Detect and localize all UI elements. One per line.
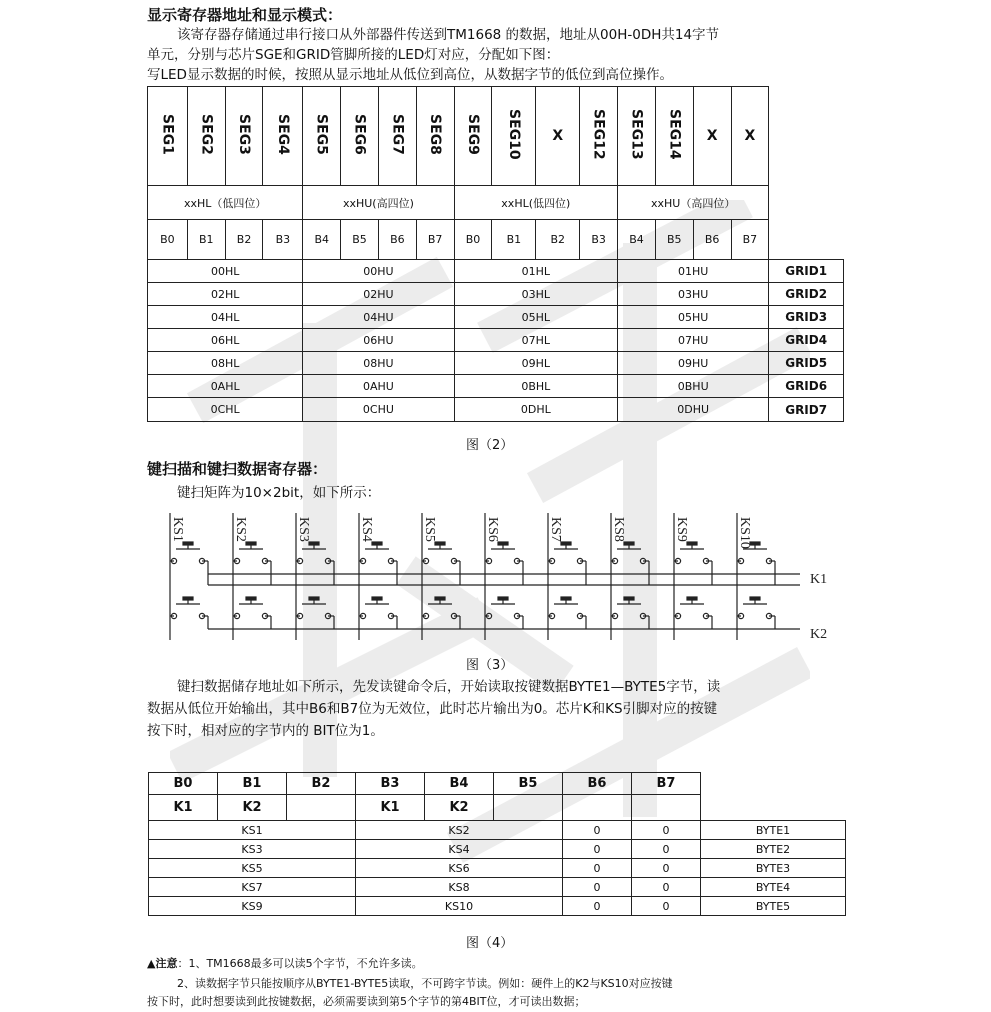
bit-label: B5 <box>655 220 693 260</box>
address-cell: 01HU <box>618 260 769 283</box>
b6-cell: 0 <box>563 897 632 916</box>
address-cell: 08HL <box>148 352 303 375</box>
bit-label: B6 <box>693 220 731 260</box>
address-cell: 09HU <box>618 352 769 375</box>
note-line-3: 按下时，此时想要读到此按键数据，必须需要读到第5个字节的第4BIT位，才可读出数据； <box>147 995 586 1008</box>
switch-button <box>624 542 634 545</box>
ks-cell: KS7 <box>149 878 356 897</box>
seg-label: SEG13 <box>628 109 645 160</box>
switch-button <box>687 542 697 545</box>
ks-label: KS7 <box>548 517 563 542</box>
bit-header: B5 <box>494 773 563 795</box>
ks-label: KS2 <box>233 517 248 542</box>
address-cell: 00HU <box>303 260 454 283</box>
address-cell: 07HU <box>618 329 769 352</box>
switch-button <box>183 597 193 600</box>
bit-label: B0 <box>454 220 492 260</box>
switch-button <box>498 542 508 545</box>
group-label: xxHL(低四位) <box>454 186 618 220</box>
b6-cell: 0 <box>563 859 632 878</box>
key-data-table <box>148 772 846 916</box>
grid-label: GRID2 <box>769 283 844 306</box>
address-cell: 0CHU <box>303 398 454 422</box>
seg-label: SEG14 <box>666 109 683 160</box>
ks-label: KS6 <box>485 517 500 542</box>
group-label: xxHU(高四位) <box>303 186 454 220</box>
address-cell: 08HU <box>303 352 454 375</box>
k-header: K2 <box>218 795 287 821</box>
grid-label: GRID5 <box>769 352 844 375</box>
seg-label: X <box>706 128 718 144</box>
grid-row <box>148 260 844 283</box>
ks-label: KS1 <box>170 517 185 542</box>
bit-label: B5 <box>341 220 379 260</box>
group-label: xxHU（高四位） <box>618 186 769 220</box>
ks-label: KS4 <box>359 517 374 542</box>
grid-row <box>148 398 844 422</box>
b6-cell: 0 <box>563 821 632 840</box>
switch-button <box>246 542 256 545</box>
address-cell: 0AHL <box>148 375 303 398</box>
row-label-k2: K2 <box>810 627 828 642</box>
group-label: xxHL（低四位） <box>148 186 303 220</box>
ks-cell: KS10 <box>356 897 563 916</box>
b6-cell: 0 <box>563 878 632 897</box>
byte-cell: BYTE4 <box>701 878 846 897</box>
seg-label-row <box>148 87 844 186</box>
bit-header: B2 <box>287 773 356 795</box>
k-header <box>632 795 701 821</box>
byte-cell: BYTE2 <box>701 840 846 859</box>
address-cell: 06HU <box>303 329 454 352</box>
seg-label: SEG10 <box>505 109 522 160</box>
grid-row <box>148 283 844 306</box>
switch-button <box>498 597 508 600</box>
grid-row <box>148 352 844 375</box>
paragraph-line: 按下时，相对应的字节内的 BIT位为1。 <box>147 723 384 739</box>
grid-label: GRID3 <box>769 306 844 329</box>
key-table-row <box>149 897 846 916</box>
address-cell: 05HU <box>618 306 769 329</box>
bit-label: B7 <box>731 220 769 260</box>
ks-cell: KS2 <box>356 821 563 840</box>
address-cell: 04HU <box>303 306 454 329</box>
seg-label: X <box>552 128 564 144</box>
k-header <box>563 795 632 821</box>
grid-row <box>148 329 844 352</box>
grid-row <box>148 375 844 398</box>
grid-label: GRID4 <box>769 329 844 352</box>
address-cell: 0AHU <box>303 375 454 398</box>
switch-button <box>624 597 634 600</box>
k-header <box>287 795 356 821</box>
paragraph-line: 键扫矩阵为10×2bit，如下所示： <box>177 485 381 501</box>
switch-button <box>687 597 697 600</box>
key-table-row <box>149 859 846 878</box>
ks-cell: KS5 <box>149 859 356 878</box>
switch-button <box>435 542 445 545</box>
address-cell: 02HU <box>303 283 454 306</box>
b7-cell: 0 <box>632 821 701 840</box>
k-header: K2 <box>425 795 494 821</box>
key-matrix-diagram <box>150 505 850 655</box>
bit-header: B6 <box>563 773 632 795</box>
section-title-keyscan: 键扫描和键扫数据寄存器： <box>147 460 328 478</box>
figure-caption: 图（4） <box>466 936 514 951</box>
address-cell: 0BHU <box>618 375 769 398</box>
paragraph-line: 该寄存器存储通过串行接口从外部器件传送到TM1668 的数据，地址从00H-0DH共14字节 <box>177 27 720 43</box>
switch-button <box>372 597 382 600</box>
byte-cell: BYTE5 <box>701 897 846 916</box>
address-cell: 0DHU <box>618 398 769 422</box>
segment-grid-table <box>147 86 844 422</box>
bit-header: B7 <box>632 773 701 795</box>
paragraph-line: 写LED显示数据的时候，按照从显示地址从低位到高位，从数据字节的低位到高位操作。 <box>147 67 673 83</box>
grid-row <box>148 306 844 329</box>
b7-cell: 0 <box>632 897 701 916</box>
ks-label: KS9 <box>674 517 689 542</box>
bit-label: B1 <box>187 220 225 260</box>
bit-header: B1 <box>218 773 287 795</box>
address-cell: 06HL <box>148 329 303 352</box>
note-line-1 <box>147 955 423 971</box>
byte-cell: BYTE3 <box>701 859 846 878</box>
ks-label: KS5 <box>422 517 437 542</box>
switch-button <box>561 597 571 600</box>
key-table-row <box>149 840 846 859</box>
seg-label: SEG8 <box>427 114 444 155</box>
paragraph-line: 数据从低位开始输出，其中B6和B7位为无效位，此时芯片输出为0。芯片K和KS引脚对应的按键 <box>147 701 718 717</box>
bit-label: B3 <box>580 220 618 260</box>
seg-label: SEG3 <box>236 114 253 155</box>
byte-cell: BYTE1 <box>701 821 846 840</box>
bit-header: B0 <box>149 773 218 795</box>
switch-button <box>309 542 319 545</box>
ks-cell: KS6 <box>356 859 563 878</box>
address-cell: 0BHL <box>454 375 618 398</box>
ks-cell: KS9 <box>149 897 356 916</box>
address-cell: 04HL <box>148 306 303 329</box>
bit-label: B3 <box>263 220 303 260</box>
b7-cell: 0 <box>632 878 701 897</box>
ks-cell: KS8 <box>356 878 563 897</box>
bit-label: B2 <box>536 220 580 260</box>
note-line-2: 2、读数据字节只能按顺序从BYTE1-BYTE5读取，不可跨字节读。例如：硬件上的K2与KS10对应按键 <box>177 977 673 990</box>
key-table-row <box>149 821 846 840</box>
address-cell: 00HL <box>148 260 303 283</box>
ks-label: KS8 <box>611 517 626 542</box>
seg-label: SEG6 <box>351 114 368 155</box>
bit-header: B3 <box>356 773 425 795</box>
address-cell: 09HL <box>454 352 618 375</box>
address-cell: 0DHL <box>454 398 618 422</box>
seg-label: SEG9 <box>464 114 481 155</box>
seg-label: X <box>744 128 756 144</box>
key-table-row <box>149 878 846 897</box>
switch-button <box>246 597 256 600</box>
b6-cell: 0 <box>563 840 632 859</box>
address-cell: 03HL <box>454 283 618 306</box>
seg-label: SEG1 <box>159 114 176 155</box>
address-cell: 05HL <box>454 306 618 329</box>
key-table-header-row <box>149 773 846 795</box>
address-cell: 0CHL <box>148 398 303 422</box>
seg-label: SEG4 <box>274 114 291 155</box>
ks-cell: KS3 <box>149 840 356 859</box>
address-cell: 02HL <box>148 283 303 306</box>
switch-button <box>372 542 382 545</box>
bit-label: B1 <box>492 220 536 260</box>
paragraph-line: 键扫数据储存地址如下所示，先发读键命令后，开始读取按键数据BYTE1—BYTE5字节，读 <box>177 679 721 695</box>
bit-label: B4 <box>618 220 656 260</box>
seg-label: SEG5 <box>313 114 330 155</box>
switch-button <box>435 597 445 600</box>
switch-button <box>561 542 571 545</box>
grid-label: GRID7 <box>769 398 844 422</box>
address-cell: 07HL <box>454 329 618 352</box>
paragraph-line: 单元，分别与芯片SGE和GRID管脚所接的LED灯对应，分配如下图： <box>147 47 560 63</box>
note-text: ：1、TM1668最多可以读5个字节，不允许多读。 <box>177 957 423 970</box>
note-label: ▲注意 <box>147 957 178 970</box>
ks-label: KS10 <box>737 517 752 549</box>
figure-caption: 图（2） <box>466 438 514 453</box>
figure-caption: 图（3） <box>466 658 514 673</box>
bit-label: B2 <box>225 220 263 260</box>
seg-label: SEG7 <box>389 114 406 155</box>
k-header: K1 <box>149 795 218 821</box>
bit-row <box>148 220 844 260</box>
bit-label: B6 <box>378 220 416 260</box>
bit-label: B7 <box>416 220 454 260</box>
ks-cell: KS4 <box>356 840 563 859</box>
b7-cell: 0 <box>632 840 701 859</box>
bit-label: B0 <box>148 220 188 260</box>
bit-header: B4 <box>425 773 494 795</box>
bit-label: B4 <box>303 220 341 260</box>
switch-button <box>750 597 760 600</box>
address-cell: 03HU <box>618 283 769 306</box>
group-row <box>148 186 844 220</box>
grid-label: GRID6 <box>769 375 844 398</box>
b7-cell: 0 <box>632 859 701 878</box>
grid-label: GRID1 <box>769 260 844 283</box>
section-title-display: 显示寄存器地址和显示模式： <box>147 6 343 24</box>
k-header: K1 <box>356 795 425 821</box>
switch-button <box>183 542 193 545</box>
seg-label: SEG2 <box>198 114 215 155</box>
seg-label: SEG12 <box>590 109 607 160</box>
ks-label: KS3 <box>296 517 311 542</box>
switch-button <box>309 597 319 600</box>
row-label-k1: K1 <box>810 572 828 587</box>
address-cell: 01HL <box>454 260 618 283</box>
k-header <box>494 795 563 821</box>
ks-cell: KS1 <box>149 821 356 840</box>
